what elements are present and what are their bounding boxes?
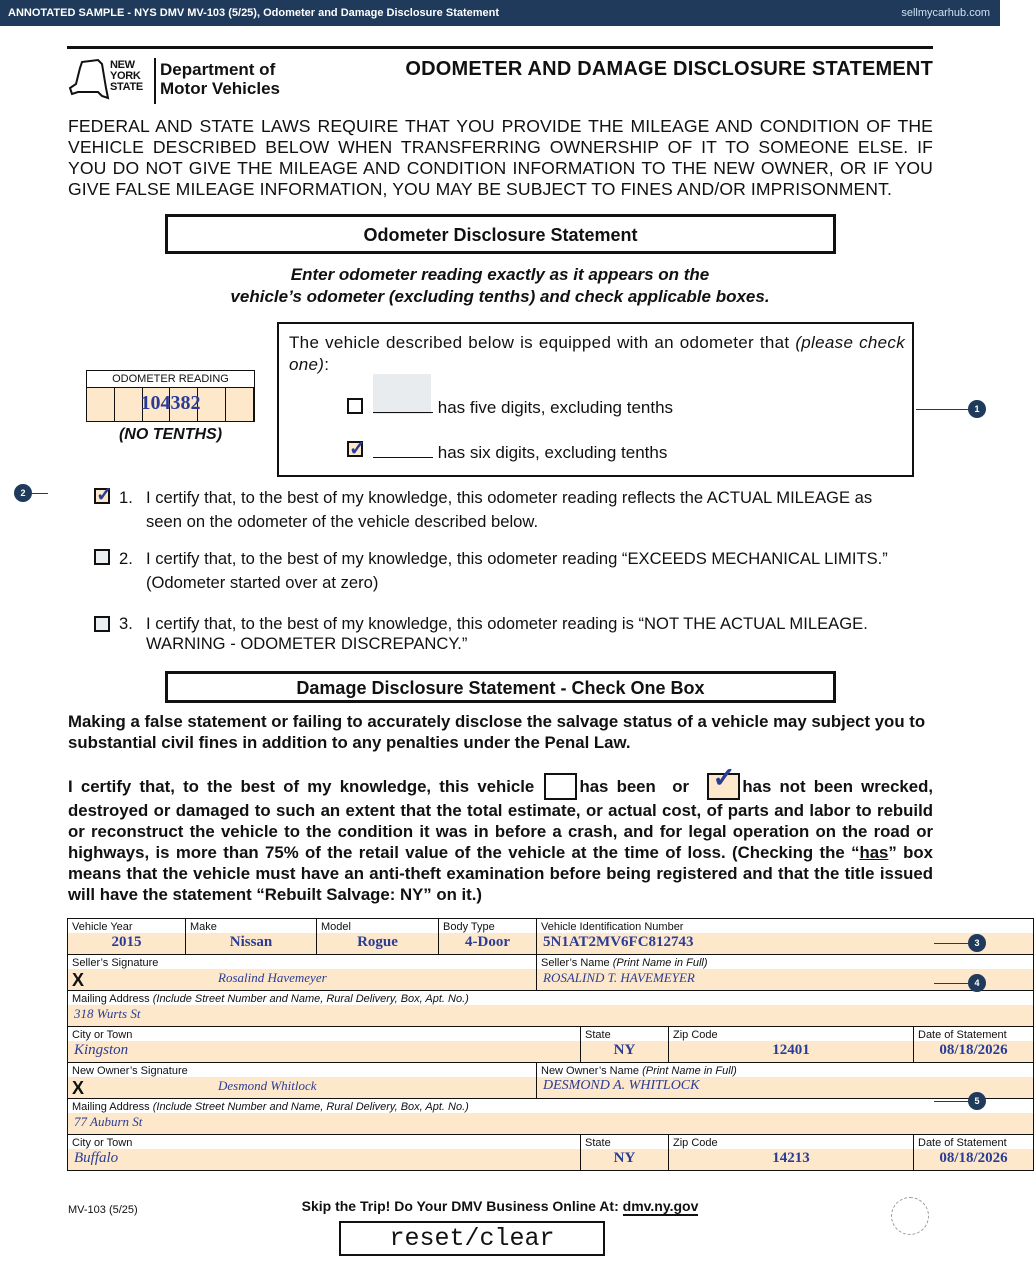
model-field[interactable]: Rogue [317, 933, 438, 954]
buyer-city-field[interactable]: Buffalo [68, 1149, 580, 1170]
ny-state-outline-icon [68, 58, 110, 104]
callout-3: 3 [968, 934, 986, 952]
cert-3-checkbox[interactable] [94, 616, 110, 632]
top-banner [0, 0, 1000, 26]
certification-3: 3. I certify that, to the best of my knowledge, this odometer reading is “NOT THE ACTUAL MILEAGE. WARNING - ODOMETER DISCREPANCY.” [119, 614, 868, 653]
has-been-checkbox[interactable] [544, 773, 577, 800]
callout-3-line [934, 943, 968, 944]
logo-dept-text: Department of Motor Vehicles [160, 60, 280, 98]
odometer-digits-question: The vehicle described below is equipped with an odometer that (please check one): [289, 333, 905, 374]
law-notice: FEDERAL AND STATE LAWS REQUIRE THAT YOU PROVIDE THE MILEAGE AND CONDITION OF THE VEHICLE DESCRIBED BELOW WHEN TRANSFERRING OWNERSHIP OF IT TO SOMEONE ELSE. IF YOU DO NOT GIVE THE MILEAGE AND CONDITION INFORMATION TO THE NEW OWNER, OR IF YOU GIVE FALSE MILEAGE INFORMATION, YOU MAY BE SUBJECT TO FINES AND/OR IMPRISONMENT. [68, 116, 933, 199]
dmv-seal-icon [891, 1197, 929, 1235]
body-type-cell: Body Type 4-Door [439, 919, 537, 955]
buyer-address-field[interactable]: 77 Auburn St [68, 1113, 1033, 1134]
make-field[interactable]: Nissan [186, 933, 316, 954]
seller-signature-field[interactable]: Rosalind Havemeyer [68, 969, 536, 990]
model-cell: Model Rogue [317, 919, 439, 955]
buyer-zip-cell: Zip Code 14213 [669, 1135, 914, 1171]
page-title: ODOMETER AND DAMAGE DISCLOSURE STATEMENT [405, 58, 933, 80]
seller-zip-field[interactable]: 12401 [669, 1041, 913, 1062]
buyer-sign-here-mark: X [72, 1078, 85, 1098]
nys-dmv-logo [68, 56, 288, 106]
seller-date-field[interactable]: 08/18/2026 [914, 1041, 1033, 1062]
seller-name-field[interactable]: ROSALIND T. HAVEMEYER [537, 969, 1033, 990]
five-digits-checkbox[interactable] [347, 398, 363, 414]
buyer-address-cell: Mailing Address (Include Street Number and Name, Rural Delivery, Box, Apt. No.) 77 Auburn St [68, 1099, 1034, 1135]
odometer-reading-label: ODOMETER READING [86, 370, 255, 388]
damage-warning: Making a false statement or failing to accurately disclose the salvage status of a vehicle may subject you to substantial civil fines in addition to any penalties under the Penal Law. [68, 712, 926, 752]
seller-city-cell: City or Town Kingston [68, 1027, 581, 1063]
form-number: MV-103 (5/25) [68, 1204, 138, 1216]
odometer-digits-box [277, 322, 914, 477]
cert-1-check-icon: ✓ [96, 484, 113, 506]
odometer-reading-value: 104382 [140, 392, 201, 414]
odometer-reading-input[interactable] [86, 388, 255, 422]
buyer-name-cell: New Owner’s Name (Print Name in Full) DESMOND A. WHITLOCK [537, 1063, 1034, 1099]
body-type-field[interactable]: 4-Door [439, 933, 536, 954]
vehicle-owner-table [67, 918, 1034, 1171]
callout-1-line [916, 409, 968, 410]
buyer-name-field[interactable]: DESMOND A. WHITLOCK [537, 1077, 1033, 1098]
buyer-signature-field[interactable]: Desmond Whitlock [68, 1077, 536, 1098]
logo-state-text: NEW YORK STATE [110, 59, 143, 93]
callout-4-line [934, 983, 968, 984]
has-not-been-check-icon: ✓ [712, 762, 736, 793]
six-digits-option: has six digits, excluding tenths [373, 443, 667, 463]
seller-address-cell: Mailing Address (Include Street Number and Name, Rural Delivery, Box, Apt. No.) 318 Wurts St [68, 991, 1034, 1027]
damage-section-heading: Damage Disclosure Statement - Check One Box [165, 671, 836, 703]
buyer-date-cell: Date of Statement 08/18/2026 [914, 1135, 1034, 1171]
seller-date-cell: Date of Statement 08/18/2026 [914, 1027, 1034, 1063]
damage-certification: I certify that, to the best of my knowledge, this vehicle has been or ✓ has not been wrecked, destroyed or damaged to such an extent that the total estimate, or actual cost, of parts and labor to rebuild or reconstruct the vehicle to the condition it was in before a crash, and for legal operation on the road or highways, is more than 75% of the retail value of the vehicle at the time of loss. (Checking the “has” box means that the vehicle must have an anti-theft examination before being registered and that the title issued will have the statement “Rebuilt Salvage: NY” on it.) [68, 762, 934, 904]
vehicle-year-cell: Vehicle Year 2015 [68, 919, 186, 955]
callout-1: 1 [968, 400, 986, 418]
callout-5-line [934, 1101, 968, 1102]
reset-clear-button[interactable]: reset/clear [339, 1221, 605, 1256]
seller-zip-cell: Zip Code 12401 [669, 1027, 914, 1063]
seller-state-cell: State NY [581, 1027, 669, 1063]
callout-2: 2 [14, 484, 32, 502]
callout-2-line [32, 493, 48, 494]
vehicle-year-field[interactable]: 2015 [68, 933, 185, 954]
callout-4: 4 [968, 974, 986, 992]
six-digits-checkbox[interactable] [347, 438, 366, 460]
vin-field[interactable]: 5N1AT2MV6FC812743 [537, 933, 1033, 954]
dmv-website-link[interactable]: dmv.ny.gov [622, 1198, 699, 1214]
seller-city-field[interactable]: Kingston [68, 1041, 580, 1062]
vin-cell: Vehicle Identification Number 5N1AT2MV6FC812743 [537, 919, 1034, 955]
seller-sign-here-mark: X [72, 970, 85, 990]
buyer-state-field[interactable]: NY [581, 1149, 668, 1170]
odometer-section-heading: Odometer Disclosure Statement [165, 214, 836, 254]
online-services-note: Skip the Trip! Do Your DMV Business Online At: dmv.ny.gov [301, 1198, 699, 1214]
six-digits-check-icon: ✓ [349, 438, 366, 460]
buyer-signature-cell: New Owner’s Signature X Desmond Whitlock [68, 1063, 537, 1099]
odometer-instructions: Enter odometer reading exactly as it appears on the vehicle’s odometer (excluding tenths) and check applicable boxes. [230, 265, 770, 306]
logo-separator [154, 58, 156, 104]
banner-title: ANNOTATED SAMPLE - NYS DMV MV-103 (5/25), Odometer and Damage Disclosure Statement [8, 7, 500, 19]
no-tenths-label: (NO TENTHS) [118, 426, 223, 443]
certification-2: 2. I certify that, to the best of my knowledge, this odometer reading “EXCEEDS MECHANICAL LIMITS.” (Odometer started over at zero) [119, 549, 888, 592]
seller-state-field[interactable]: NY [581, 1041, 668, 1062]
buyer-zip-field[interactable]: 14213 [669, 1149, 913, 1170]
make-cell: Make Nissan [186, 919, 317, 955]
header-rule [67, 46, 933, 49]
odometer-reading-box [86, 370, 255, 444]
five-digits-option: has five digits, excluding tenths [373, 398, 673, 418]
callout-5: 5 [968, 1092, 986, 1110]
buyer-city-cell: City or Town Buffalo [68, 1135, 581, 1171]
cert-1-checkbox[interactable] [94, 484, 113, 506]
buyer-date-field[interactable]: 08/18/2026 [914, 1149, 1033, 1170]
certification-1: 1. I certify that, to the best of my knowledge, this odometer reading reflects the ACTUAL MILEAGE as seen on the odometer of the vehicle described below. [119, 488, 873, 531]
site-link[interactable]: sellmycarhub.com [901, 7, 990, 19]
seller-address-field[interactable]: 318 Wurts St [68, 1005, 1033, 1026]
seller-signature-cell: Seller’s Signature X Rosalind Havemeyer [68, 955, 537, 991]
cert-2-checkbox[interactable] [94, 549, 110, 565]
buyer-state-cell: State NY [581, 1135, 669, 1171]
seller-name-cell: Seller’s Name (Print Name in Full) ROSALIND T. HAVEMEYER [537, 955, 1034, 991]
has-not-been-checkbox[interactable] [707, 762, 740, 800]
